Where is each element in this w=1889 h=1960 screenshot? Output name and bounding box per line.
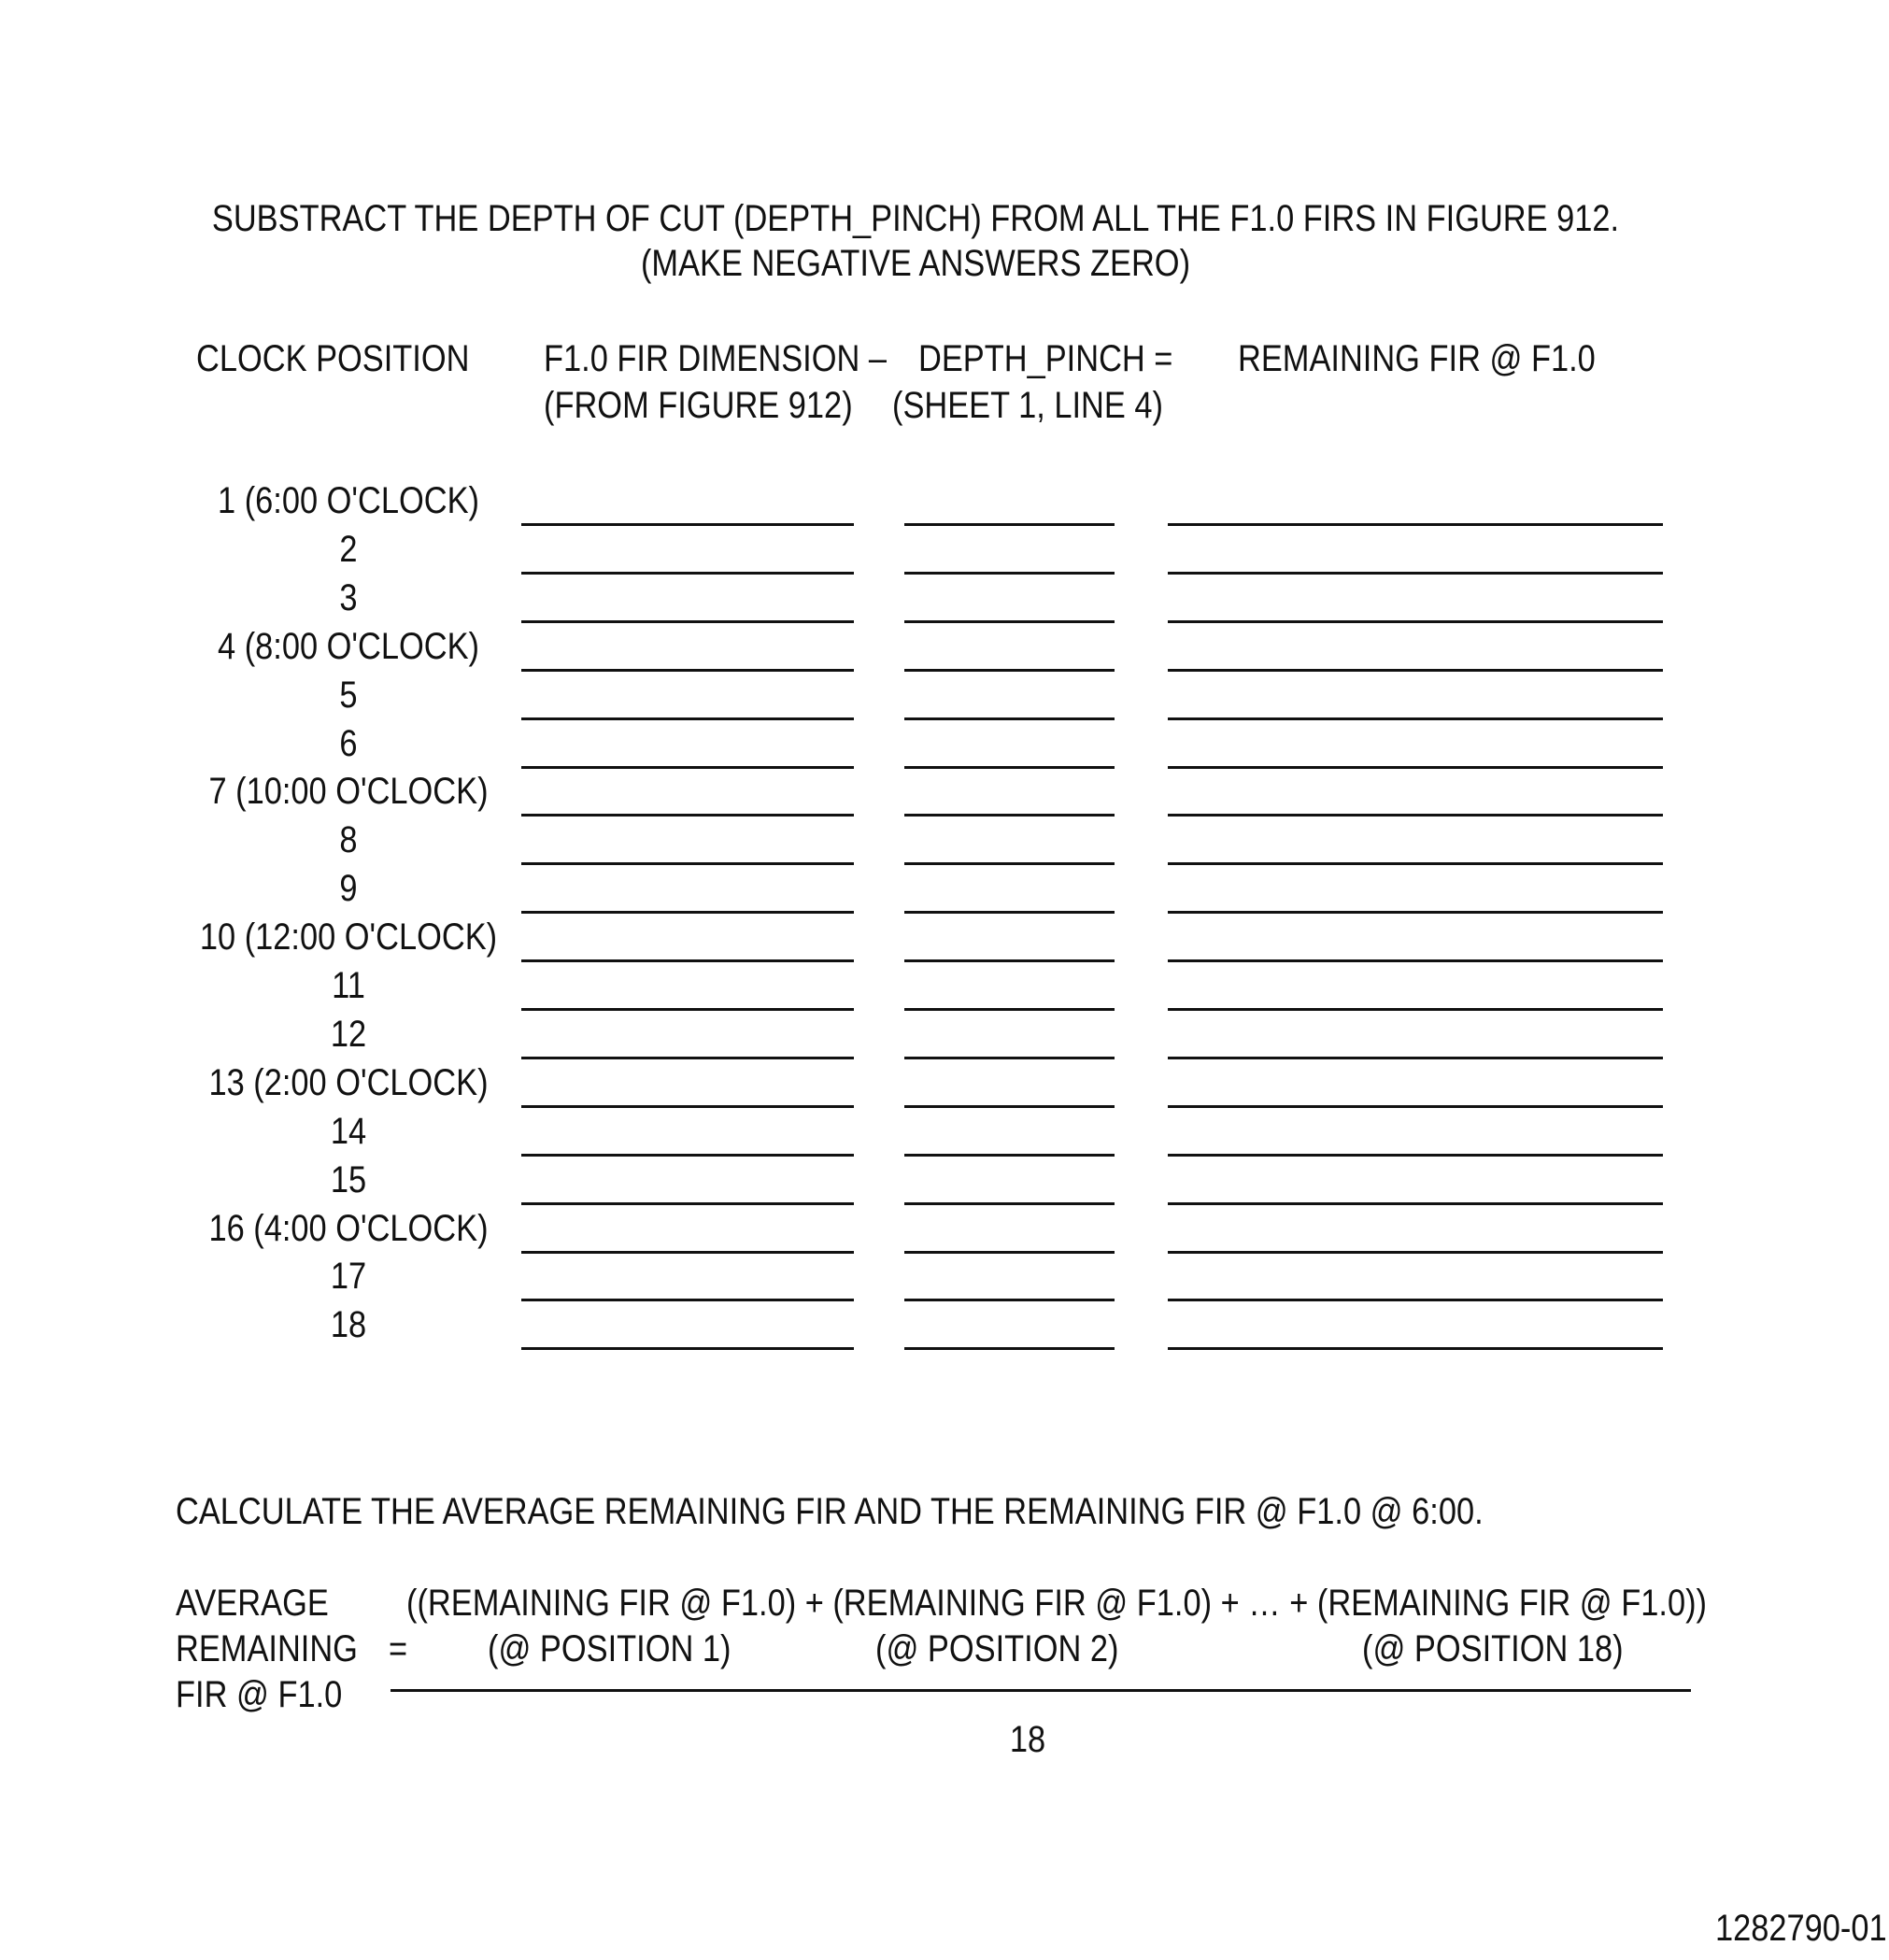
- fir-dimension-blank[interactable]: [521, 572, 854, 575]
- instruction-line-2: (MAKE NEGATIVE ANSWERS ZERO): [640, 243, 1191, 284]
- depth-pinch-blank[interactable]: [904, 766, 1115, 769]
- header-depth-pinch: DEPTH_PINCH =: [918, 338, 1173, 379]
- remaining-fir-blank[interactable]: [1168, 766, 1663, 769]
- remaining-fir-blank[interactable]: [1168, 620, 1663, 623]
- remaining-fir-blank[interactable]: [1168, 1347, 1663, 1350]
- clock-position-label: 16 (4:00 O'CLOCK): [208, 1207, 489, 1249]
- clock-position-label: 2: [339, 528, 358, 570]
- fir-dimension-blank[interactable]: [521, 911, 854, 914]
- remaining-fir-blank[interactable]: [1168, 669, 1663, 672]
- depth-pinch-blank[interactable]: [904, 1299, 1115, 1301]
- depth-pinch-blank[interactable]: [904, 959, 1115, 962]
- fir-dimension-blank[interactable]: [521, 669, 854, 672]
- header-depth-pinch-source: (SHEET 1, LINE 4): [892, 385, 1163, 426]
- clock-position-label: 18: [330, 1304, 367, 1346]
- remaining-fir-blank[interactable]: [1168, 1251, 1663, 1254]
- clock-position-label: 14: [330, 1110, 367, 1152]
- depth-pinch-blank[interactable]: [904, 1008, 1115, 1011]
- depth-pinch-blank[interactable]: [904, 1057, 1115, 1059]
- fir-dimension-blank[interactable]: [521, 1154, 854, 1157]
- fir-dimension-blank[interactable]: [521, 1251, 854, 1254]
- header-fir-dimension-source: (FROM FIGURE 912): [544, 385, 853, 426]
- header-clock-position: CLOCK POSITION: [196, 338, 470, 379]
- remaining-fir-blank[interactable]: [1168, 1057, 1663, 1059]
- remaining-fir-blank[interactable]: [1168, 572, 1663, 575]
- remaining-fir-blank[interactable]: [1168, 717, 1663, 720]
- remaining-fir-blank[interactable]: [1168, 1008, 1663, 1011]
- remaining-fir-blank[interactable]: [1168, 1105, 1663, 1108]
- fir-dimension-blank[interactable]: [521, 717, 854, 720]
- depth-pinch-blank[interactable]: [904, 862, 1115, 865]
- depth-pinch-blank[interactable]: [904, 814, 1115, 817]
- clock-position-label: 12: [330, 1013, 367, 1055]
- remaining-fir-blank[interactable]: [1168, 862, 1663, 865]
- fir-dimension-blank[interactable]: [521, 1105, 854, 1108]
- clock-position-label: 7 (10:00 O'CLOCK): [208, 771, 489, 813]
- clock-position-label: 3: [339, 576, 358, 618]
- depth-pinch-blank[interactable]: [904, 1251, 1115, 1254]
- remaining-fir-blank[interactable]: [1168, 959, 1663, 962]
- formula-position-1: (@ POSITION 1): [488, 1628, 731, 1669]
- clock-position-label: 6: [339, 722, 358, 764]
- remaining-fir-blank[interactable]: [1168, 1299, 1663, 1301]
- depth-pinch-blank[interactable]: [904, 1202, 1115, 1205]
- remaining-fir-blank[interactable]: [1168, 814, 1663, 817]
- depth-pinch-blank[interactable]: [904, 1347, 1115, 1350]
- clock-position-label: 1 (6:00 O'CLOCK): [218, 480, 479, 521]
- equals-sign: =: [389, 1628, 408, 1669]
- fir-dimension-blank[interactable]: [521, 814, 854, 817]
- fir-dimension-blank[interactable]: [521, 1008, 854, 1011]
- depth-pinch-blank[interactable]: [904, 717, 1115, 720]
- instruction-line-1: SUBSTRACT THE DEPTH OF CUT (DEPTH_PINCH) FROM ALL THE F1.0 FIRS IN FIGURE 912.: [211, 198, 1620, 239]
- clock-position-label: 9: [339, 868, 358, 910]
- formula-position-18: (@ POSITION 18): [1362, 1628, 1624, 1669]
- fir-dimension-blank[interactable]: [521, 1202, 854, 1205]
- avg-label-line-2: REMAINING: [176, 1628, 358, 1669]
- avg-label-line-3: FIR @ F1.0: [176, 1674, 343, 1715]
- formula-position-2: (@ POSITION 2): [875, 1628, 1119, 1669]
- depth-pinch-blank[interactable]: [904, 1105, 1115, 1108]
- clock-position-label: 13 (2:00 O'CLOCK): [208, 1061, 489, 1103]
- clock-position-label: 10 (12:00 O'CLOCK): [199, 916, 498, 959]
- header-fir-dimension: F1.0 FIR DIMENSION –: [544, 338, 888, 379]
- depth-pinch-blank[interactable]: [904, 572, 1115, 575]
- clock-position-label: 11: [332, 965, 365, 1006]
- fir-dimension-blank[interactable]: [521, 959, 854, 962]
- remaining-fir-blank[interactable]: [1168, 911, 1663, 914]
- figure-id: 1282790-01: [1715, 1908, 1887, 1949]
- formula-denominator: 18: [1009, 1719, 1046, 1760]
- depth-pinch-blank[interactable]: [904, 669, 1115, 672]
- fir-dimension-blank[interactable]: [521, 523, 854, 526]
- remaining-fir-blank[interactable]: [1168, 523, 1663, 526]
- remaining-fir-blank[interactable]: [1168, 1154, 1663, 1157]
- clock-position-label: 8: [339, 819, 358, 861]
- clock-position-label: 5: [339, 674, 358, 716]
- fraction-bar: [391, 1689, 1691, 1692]
- fir-dimension-blank[interactable]: [521, 1299, 854, 1301]
- clock-position-label: 17: [330, 1256, 367, 1298]
- fir-dimension-blank[interactable]: [521, 862, 854, 865]
- header-remaining-fir: REMAINING FIR @ F1.0: [1238, 338, 1596, 379]
- fir-dimension-blank[interactable]: [521, 766, 854, 769]
- clock-position-label: 4 (8:00 O'CLOCK): [218, 625, 479, 667]
- depth-pinch-blank[interactable]: [904, 523, 1115, 526]
- depth-pinch-blank[interactable]: [904, 1154, 1115, 1157]
- formula-numerator: ((REMAINING FIR @ F1.0) + (REMAINING FIR @ F1.0) + … + (REMAINING FIR @ F1.0)): [406, 1583, 1708, 1624]
- fir-dimension-blank[interactable]: [521, 1347, 854, 1350]
- calc-heading: CALCULATE THE AVERAGE REMAINING FIR AND THE REMAINING FIR @ F1.0 @ 6:00.: [176, 1491, 1484, 1532]
- fir-dimension-blank[interactable]: [521, 620, 854, 623]
- avg-label-line-1: AVERAGE: [176, 1583, 329, 1624]
- depth-pinch-blank[interactable]: [904, 911, 1115, 914]
- remaining-fir-blank[interactable]: [1168, 1202, 1663, 1205]
- fir-dimension-blank[interactable]: [521, 1057, 854, 1059]
- clock-position-label: 15: [330, 1158, 367, 1200]
- depth-pinch-blank[interactable]: [904, 620, 1115, 623]
